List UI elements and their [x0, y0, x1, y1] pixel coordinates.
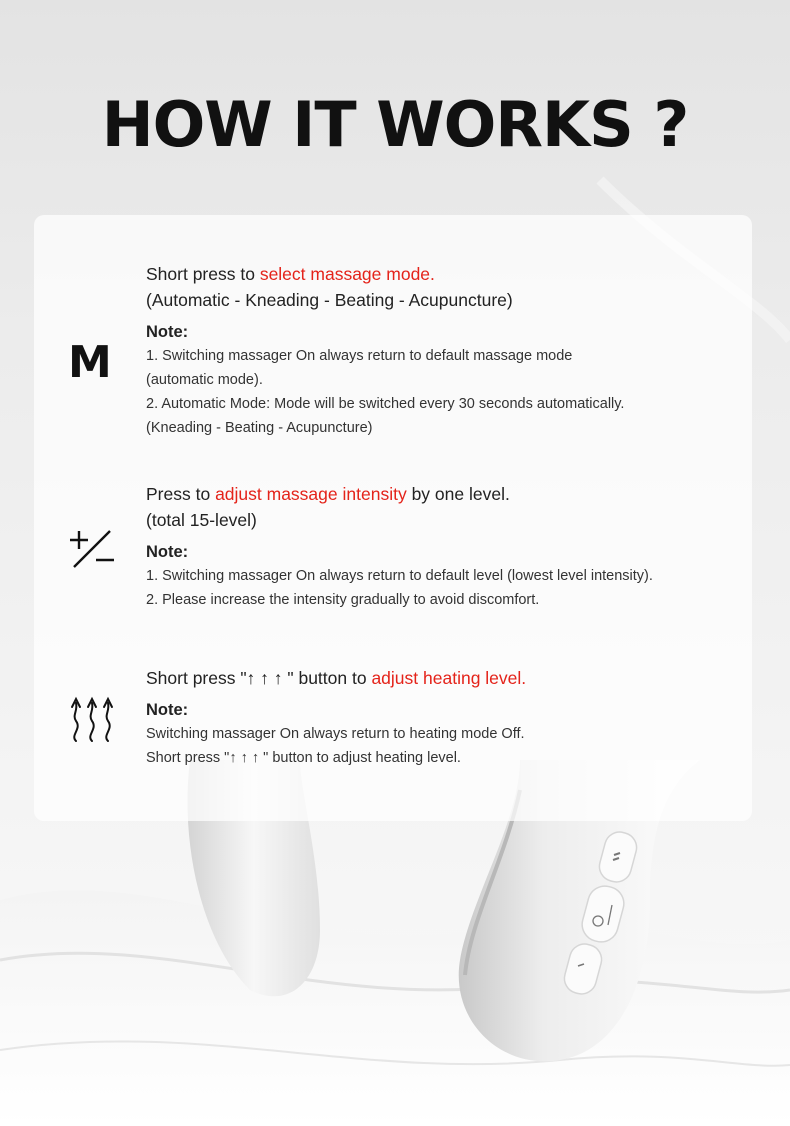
page-title: HOW IT WORKS ? [101, 88, 689, 161]
heat-waves-icon [68, 695, 116, 745]
intensity-note-line: 2. Please increase the intensity gradually to avoid discomfort. [146, 592, 540, 608]
intensity-note-title: Note: [146, 543, 189, 561]
mode-sequence: (Automatic - Kneading - Beating - Acupuncture) [146, 290, 513, 310]
mode-note-line: (Kneading - Beating - Acupuncture) [146, 420, 373, 436]
plus-minus-icon [68, 527, 116, 571]
mode-note-title: Note: [146, 323, 189, 341]
mode-note-line: (automatic mode). [146, 372, 263, 388]
heating-note-line: Switching massager On always return to heating mode Off. [146, 726, 525, 742]
mode-note-line: 2. Automatic Mode: Mode will be switched every 30 seconds automatically. [146, 396, 625, 412]
instructions-card [34, 215, 752, 821]
intensity-note-line: 1. Switching massager On always return to default level (lowest level intensity). [146, 568, 653, 584]
heating-note-line: Short press "↑ ↑ ↑ " button to adjust heating level. [146, 750, 461, 766]
mode-instruction: Short press to select massage mode. [146, 264, 435, 284]
intensity-levels: (total 15-level) [146, 510, 257, 530]
mode-letter-icon: M [68, 337, 112, 388]
heating-instruction: Short press "↑ ↑ ↑ " button to adjust heating level. [146, 668, 527, 688]
intensity-instruction: Press to adjust massage intensity by one level. [146, 484, 510, 504]
heating-note-title: Note: [146, 701, 189, 719]
mode-note-line: 1. Switching massager On always return to default massage mode [146, 348, 573, 364]
